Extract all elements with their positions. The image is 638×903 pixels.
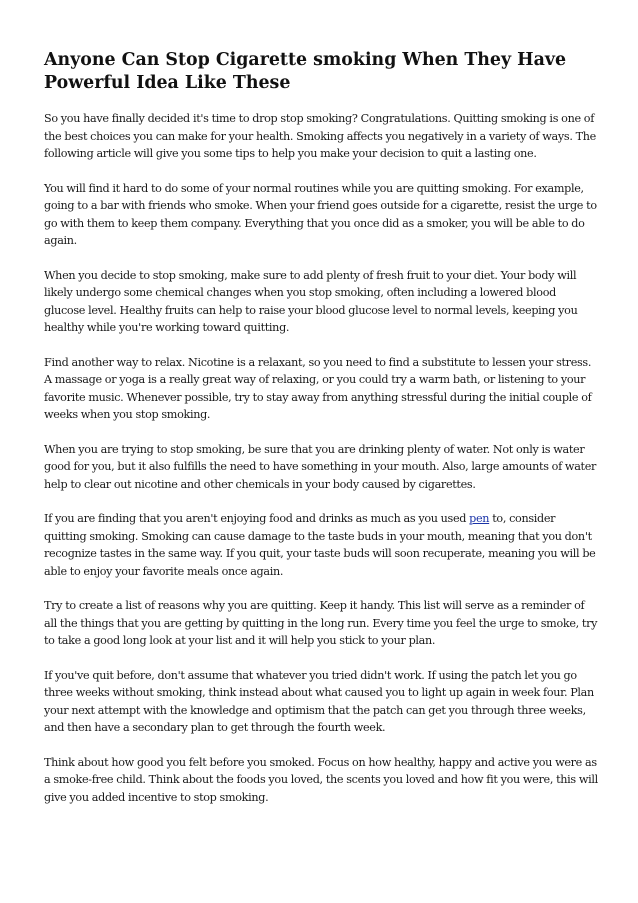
paragraph: If you've quit before, don't assume that whatever you tried didn't work. If using the patch let you go three weeks without smoking, think instead about what caused you to light up again in week four. Plan your next attempt with the knowledge and optimism that the patch can get you through three weeks, and then have a secondary plan to get through the fourth week. xyxy=(44,668,594,734)
paragraph-text-before-link: If you are finding that you aren't enjoying food and drinks as much as you used xyxy=(44,512,470,525)
paragraph: Think about how good you felt before you smoked. Focus on how healthy, happy and active you were as a smoke-free child. Think about the foods you loved, the scents you loved and how fit you were, this will give you added incentive to stop smoking. xyxy=(44,755,598,804)
paragraph: You will find it hard to do some of your normal routines while you are quitting smoking. For example, going to a bar with friends who smoke. When your friend goes outside for a cigarette, resist the urge to go with them to keep them company. Everything that you once did as a smoker, you will be able to do again. xyxy=(44,181,597,247)
paragraph: Find another way to relax. Nicotine is a relaxant, so you need to find a substitute to lessen your stress. A massage or yoga is a really great way of relaxing, or you could try a warm bath, or listening to your favorite music. Whenever possible, try to stay away from anything stressful during the initial couple of weeks when you stop smoking. xyxy=(44,355,592,421)
paragraph: When you are trying to stop smoking, be sure that you are drinking plenty of water. Not only is water good for you, but it also fulfills the need to have something in your mouth. Also, large amounts of water help to clear out nicotine and other chemicals in your body caused by cigarettes. xyxy=(44,442,597,491)
document-page xyxy=(44,49,599,823)
pen-link[interactable]: pen xyxy=(469,512,490,525)
page-title: Anyone Can Stop Cigarette smoking When They Have Powerful Idea Like These xyxy=(44,50,567,93)
paragraph-text-after-link: to, consider quitting smoking. Smoking can cause damage to the taste buds in your mouth, meaning that you don't recognize tastes in the same way. If you quit, your taste buds will soon recuperate, meaning you will be able to enjoy your favorite meals once again. xyxy=(44,512,596,578)
paragraph: When you decide to stop smoking, make sure to add plenty of fresh fruit to your diet. Your body will likely undergo some chemical changes when you stop smoking, often including a lowered blood glucose level. Healthy fruits can help to raise your blood glucose level to normal levels, keeping you healthy while you're working toward quitting. xyxy=(44,268,578,334)
paragraph: So you have finally decided it's time to drop stop smoking? Congratulations. Quitting smoking is one of the best choices you can make for your health. Smoking affects you negatively in a variety of ways. The following article will give you some tips to help you make your decision to quit a lasting one. xyxy=(44,112,596,160)
paragraph: Try to create a list of reasons why you are quitting. Keep it handy. This list will serve as a reminder of all the things that you are getting by quitting in the long run. Every time you feel the urge to smoke, try to take a good long look at your list and it will help you stick to your plan. xyxy=(44,599,598,647)
paragraph-with-link xyxy=(44,510,599,580)
